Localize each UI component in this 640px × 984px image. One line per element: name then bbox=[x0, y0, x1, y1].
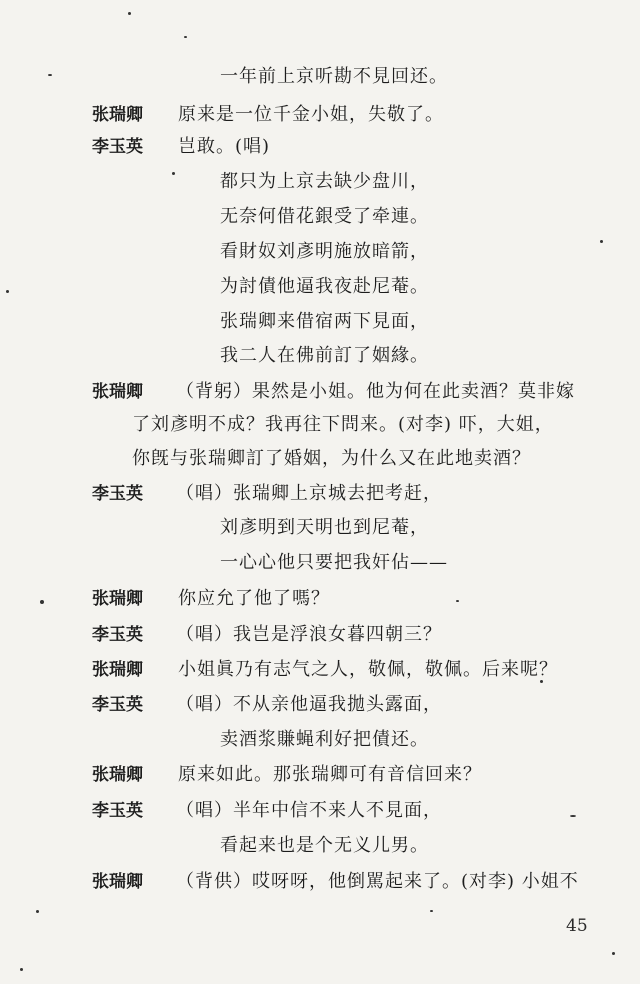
scan-speck bbox=[540, 680, 543, 683]
scan-speck bbox=[184, 36, 187, 38]
line-text: 无奈何借花銀受了牵連。 bbox=[220, 206, 429, 227]
scan-speck bbox=[36, 910, 39, 913]
line-text: （唱）半年中信不来人不見面， bbox=[176, 800, 442, 821]
speaker-name: 李玉英 bbox=[92, 801, 143, 821]
speaker-name: 张瑞卿 bbox=[92, 660, 143, 680]
line-text: 岂敢。(唱) bbox=[178, 136, 271, 157]
line-text: 都只为上京去缺少盘川， bbox=[220, 171, 429, 192]
speaker-name: 李玉英 bbox=[92, 137, 143, 157]
scan-speck bbox=[128, 12, 131, 15]
scan-speck bbox=[612, 952, 615, 955]
line-text: （背供）哎呀呀，他倒駡起来了。(对李) 小姐不 bbox=[176, 871, 579, 892]
scan-speck bbox=[456, 600, 459, 602]
scan-speck bbox=[48, 74, 52, 76]
speaker-name: 张瑞卿 bbox=[92, 589, 143, 609]
scan-speck bbox=[20, 968, 23, 971]
line-text: 一心心他只要把我奸佔—— bbox=[220, 552, 448, 573]
script-line bbox=[220, 237, 429, 267]
script-line bbox=[220, 725, 429, 755]
line-text: （唱）张瑞卿上京城去把考赶， bbox=[176, 483, 442, 504]
line-text: 我二人在佛前訂了姻緣。 bbox=[220, 345, 429, 366]
line-text: 了刘彥明不成？我再往下問来。(对李) 吓，大姐， bbox=[132, 414, 554, 435]
script-line bbox=[220, 202, 429, 232]
script-line bbox=[132, 444, 531, 474]
speaker-name: 张瑞卿 bbox=[92, 872, 143, 892]
script-line bbox=[220, 831, 429, 861]
speaker-name: 张瑞卿 bbox=[92, 105, 143, 125]
script-line bbox=[220, 341, 429, 371]
line-text: （唱）不从亲他逼我拋头露面， bbox=[176, 694, 442, 715]
script-line bbox=[220, 548, 448, 578]
speaker-name: 李玉英 bbox=[92, 484, 143, 504]
line-text: 你应允了他了嗎？ bbox=[178, 588, 330, 609]
speaker-name: 张瑞卿 bbox=[92, 382, 143, 402]
script-line bbox=[132, 410, 554, 440]
scan-speck bbox=[600, 240, 603, 243]
line-text: 为討債他逼我夜赴尼菴。 bbox=[220, 276, 429, 297]
scan-speck bbox=[570, 815, 576, 817]
script-line bbox=[220, 307, 429, 337]
scan-speck bbox=[430, 910, 433, 912]
speaker-name: 李玉英 bbox=[92, 695, 143, 715]
scan-speck bbox=[40, 600, 44, 604]
line-text: （唱）我岂是浮浪女暮四朝三？ bbox=[176, 624, 442, 645]
script-line bbox=[220, 513, 429, 543]
speaker-name: 李玉英 bbox=[92, 625, 143, 645]
scan-speck bbox=[6, 290, 9, 293]
line-text: 卖酒浆賺蝇利好把債还。 bbox=[220, 729, 429, 750]
line-text: 原来是一位千金小姐，失敬了。 bbox=[178, 104, 444, 125]
line-text: 看起来也是个无义儿男。 bbox=[220, 835, 429, 856]
line-text: 刘彥明到天明也到尼菴， bbox=[220, 517, 429, 538]
line-text: 原来如此。那张瑞卿可有音信回来？ bbox=[178, 764, 482, 785]
line-text: 一年前上京听勘不見回还。 bbox=[220, 66, 448, 87]
script-line bbox=[220, 167, 429, 197]
line-text: （背躬）果然是小姐。他为何在此卖酒？莫非嫁 bbox=[176, 381, 575, 402]
line-text: 小姐眞乃有志气之人，敬佩，敬佩。后来呢？ bbox=[178, 659, 558, 680]
script-line bbox=[220, 272, 429, 302]
speaker-name: 张瑞卿 bbox=[92, 765, 143, 785]
script-line bbox=[220, 62, 448, 92]
scan-speck bbox=[172, 172, 175, 175]
page-number: 45 bbox=[566, 916, 588, 936]
line-text: 张瑞卿来借宿两下見面， bbox=[220, 311, 429, 332]
line-text: 你旣与张瑞卿訂了婚姻，为什么又在此地卖酒？ bbox=[132, 448, 531, 469]
line-text: 看財奴刘彥明施放暗箭， bbox=[220, 241, 429, 262]
